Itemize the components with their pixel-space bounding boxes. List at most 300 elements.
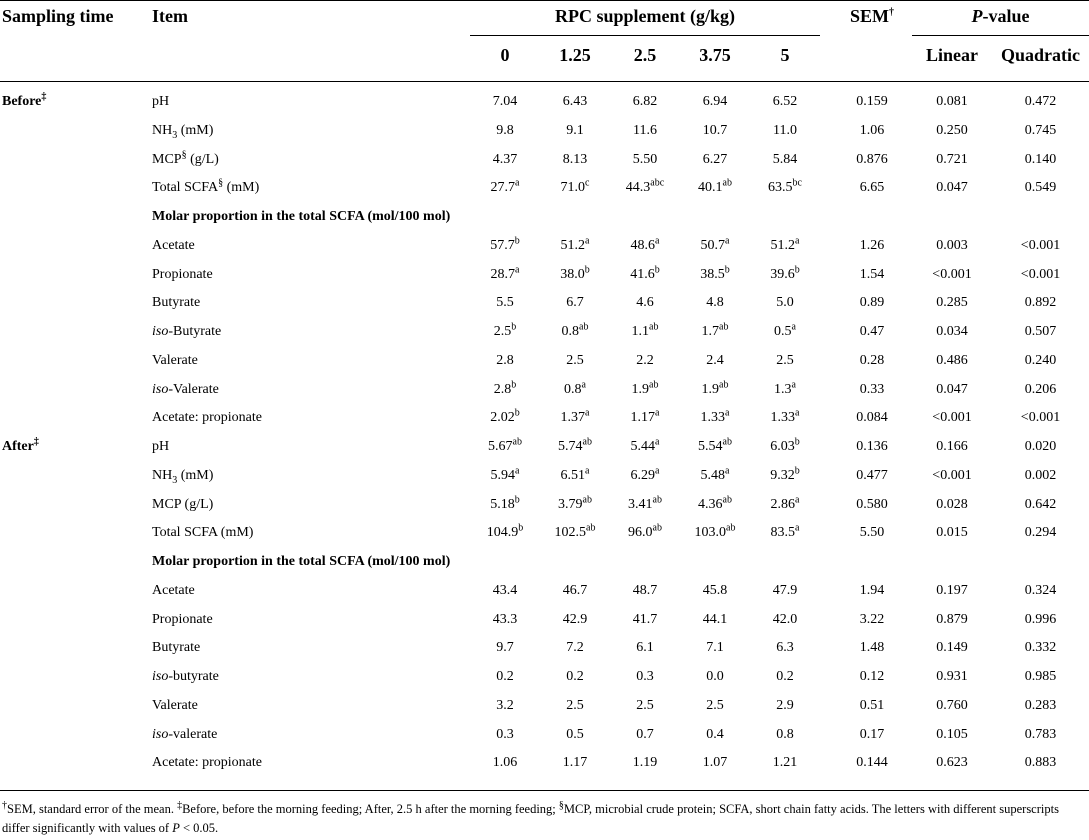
value-cell xyxy=(750,727,820,743)
value-cell xyxy=(540,235,610,254)
item-label-part: NH xyxy=(152,122,173,138)
value-cell xyxy=(610,177,680,196)
item-label xyxy=(152,439,169,455)
value-superscript: b xyxy=(511,378,517,390)
value-cell xyxy=(610,640,680,656)
value-number: 51.2 xyxy=(770,237,796,253)
value-cell xyxy=(470,152,540,168)
sampling-time-text: Before xyxy=(2,94,42,109)
value-cell xyxy=(680,295,750,311)
value-number: 2.5 xyxy=(566,352,584,368)
sampling-time-mark: ‡ xyxy=(41,91,47,103)
value-superscript: a xyxy=(581,378,586,390)
value-cell xyxy=(470,755,540,771)
sem-cell: 0.33 xyxy=(859,381,885,397)
pvalue-linear-cell: 0.931 xyxy=(936,669,968,684)
value-cell xyxy=(680,612,750,628)
value-number: 48.6 xyxy=(630,237,656,253)
item-label-part: -butyrate xyxy=(168,669,219,684)
pvalue-linear-cell: 0.623 xyxy=(936,755,968,771)
sem-cell: 5.50 xyxy=(859,525,885,541)
value-number: 6.7 xyxy=(566,295,584,311)
value-cell xyxy=(470,698,540,714)
value-superscript: a xyxy=(795,522,800,534)
value-cell xyxy=(470,669,540,685)
item-label-part: NH xyxy=(152,467,173,483)
sem-cell: 0.159 xyxy=(856,94,888,109)
sampling-time-label xyxy=(2,91,47,110)
value-superscript: a xyxy=(515,263,520,275)
value-number: 1.37 xyxy=(560,410,586,426)
value-superscript: c xyxy=(585,177,590,189)
value-number: 1.33 xyxy=(700,410,726,426)
value-cell xyxy=(680,123,750,139)
value-number: 1.9 xyxy=(631,381,650,397)
pvalue-linear-cell: 0.047 xyxy=(936,180,968,196)
header-level-2: 2.5 xyxy=(633,45,657,65)
value-number: 103.0 xyxy=(694,525,727,541)
value-cell xyxy=(680,321,750,340)
sem-cell: 0.51 xyxy=(859,697,885,713)
sampling-time-text: After xyxy=(2,439,34,454)
item-label xyxy=(152,669,219,685)
value-cell xyxy=(610,698,680,714)
value-cell xyxy=(680,407,750,426)
value-number: 2.5 xyxy=(706,697,724,713)
value-cell xyxy=(470,436,540,455)
value-superscript: ab xyxy=(652,493,662,505)
value-cell xyxy=(680,727,750,743)
value-number: 48.7 xyxy=(632,582,658,598)
value-number: 5.74 xyxy=(558,439,583,454)
sem-cell: 0.477 xyxy=(856,467,888,483)
value-number: 9.8 xyxy=(496,122,514,138)
pvalue-quadratic-cell: 0.996 xyxy=(1024,611,1057,627)
value-superscript: a xyxy=(791,378,796,390)
value-superscript: ab xyxy=(652,522,662,534)
value-cell xyxy=(470,727,540,743)
value-superscript: ab xyxy=(722,177,732,189)
item-label-part: iso xyxy=(152,669,169,684)
value-number: 2.4 xyxy=(706,352,724,368)
item-label-part: iso xyxy=(152,381,169,397)
value-number: 43.3 xyxy=(492,611,518,627)
pvalue-quadratic-cell: 0.783 xyxy=(1024,726,1057,742)
value-cell xyxy=(540,698,610,714)
value-number: 1.17 xyxy=(630,410,656,426)
value-number: 4.36 xyxy=(698,496,723,512)
value-number: 0.0 xyxy=(706,669,724,684)
value-superscript: a xyxy=(655,436,660,448)
value-number: 1.7 xyxy=(701,324,720,339)
value-cell xyxy=(750,436,820,455)
value-number: 5.5 xyxy=(496,295,514,311)
value-cell xyxy=(750,123,820,139)
value-number: 44.3 xyxy=(625,180,651,196)
header-sem-label: SEM xyxy=(849,6,889,26)
value-number: 41.6 xyxy=(630,266,655,282)
item-label xyxy=(152,238,195,254)
footnote-part: † xyxy=(2,799,7,811)
pvalue-quadratic-cell: 0.020 xyxy=(1024,439,1057,454)
pvalue-quadratic-cell: 0.140 xyxy=(1024,151,1057,167)
item-label xyxy=(152,382,219,398)
pvalue-linear-cell: 0.015 xyxy=(936,525,968,541)
value-cell xyxy=(540,583,610,599)
footnote-part: ‡ xyxy=(177,799,183,811)
pvalue-quadratic-cell: 0.294 xyxy=(1024,525,1057,541)
value-superscript: a xyxy=(515,177,520,189)
item-label-part: 3 xyxy=(172,474,178,486)
value-number: 4.8 xyxy=(706,295,724,311)
value-cell xyxy=(610,353,680,369)
value-number: 2.02 xyxy=(490,410,515,426)
item-label-part: Acetate xyxy=(152,582,195,598)
value-number: 51.2 xyxy=(560,237,586,253)
value-number: 5.44 xyxy=(630,439,656,454)
value-cell xyxy=(680,436,750,455)
sem-cell: 0.17 xyxy=(859,726,885,742)
value-cell xyxy=(540,407,610,426)
value-cell xyxy=(680,378,750,398)
value-superscript: ab xyxy=(722,436,732,448)
item-label-part: Butyrate xyxy=(152,640,201,656)
pvalue-linear-cell: 0.197 xyxy=(936,582,968,598)
pvalue-quadratic-cell: 0.883 xyxy=(1024,755,1057,771)
item-label-part: § xyxy=(218,177,224,189)
value-number: 4.6 xyxy=(636,295,654,311)
value-number: 104.9 xyxy=(486,525,519,541)
value-number: 5.50 xyxy=(632,151,658,167)
value-number: 6.82 xyxy=(632,94,658,109)
value-cell xyxy=(470,123,540,139)
item-label-part: -Butyrate xyxy=(168,324,222,339)
item-label xyxy=(152,497,213,513)
value-cell xyxy=(750,755,820,771)
pvalue-linear-cell: 0.034 xyxy=(936,324,968,339)
value-number: 5.0 xyxy=(776,295,794,311)
value-superscript: ab xyxy=(586,522,596,534)
pvalue-linear-cell: 0.250 xyxy=(936,122,968,138)
value-number: 1.06 xyxy=(492,755,518,771)
value-number: 6.43 xyxy=(562,94,588,109)
value-number: 11.6 xyxy=(633,122,657,138)
value-number: 5.48 xyxy=(700,467,726,483)
footnote-part: § xyxy=(558,799,564,811)
section-heading: Molar proportion in the total SCFA (mol/100 mol) xyxy=(152,209,451,224)
value-superscript: b xyxy=(518,522,524,534)
item-label-part: (mM) xyxy=(177,467,214,483)
item-label-part: § xyxy=(181,148,187,160)
value-number: 42.0 xyxy=(772,611,798,627)
value-number: 5.67 xyxy=(488,439,513,454)
header-level-0: 0 xyxy=(500,45,510,65)
pvalue-quadratic-cell: <0.001 xyxy=(1020,266,1061,282)
value-number: 3.2 xyxy=(496,697,514,713)
section-heading: Molar proportion in the total SCFA (mol/100 mol) xyxy=(152,554,451,569)
value-number: 6.1 xyxy=(636,640,654,656)
value-number: 6.3 xyxy=(776,640,794,656)
footnote-part: < 0.05. xyxy=(179,821,219,835)
value-superscript: b xyxy=(584,263,590,275)
value-cell xyxy=(750,295,820,311)
value-superscript: a xyxy=(795,407,800,419)
item-label-part: MCP (g/L) xyxy=(152,496,214,512)
pvalue-quadratic-cell: 0.745 xyxy=(1024,122,1057,138)
value-cell xyxy=(680,353,750,369)
pvalue-linear-cell: <0.001 xyxy=(932,266,972,282)
value-cell xyxy=(680,177,750,196)
value-number: 27.7 xyxy=(490,180,516,196)
value-number: 10.7 xyxy=(702,122,728,138)
pvalue-linear-cell: 0.003 xyxy=(936,237,968,253)
value-number: 1.07 xyxy=(702,755,728,771)
value-cell xyxy=(540,152,610,168)
item-label xyxy=(152,698,198,714)
value-number: 44.1 xyxy=(702,611,728,627)
sem-cell: 1.94 xyxy=(859,582,885,598)
sem-cell: 0.144 xyxy=(856,755,888,771)
value-number: 71.0 xyxy=(560,180,586,196)
value-cell xyxy=(470,321,540,340)
pvalue-quadratic-cell: <0.001 xyxy=(1020,410,1061,426)
value-number: 6.52 xyxy=(772,94,798,109)
value-cell xyxy=(470,407,540,426)
item-label xyxy=(152,94,169,110)
value-cell xyxy=(610,321,680,340)
value-cell xyxy=(540,522,610,541)
value-cell xyxy=(610,436,680,455)
value-superscript: a xyxy=(585,407,590,419)
value-number: 7.04 xyxy=(492,94,518,109)
value-superscript: ab xyxy=(649,321,659,333)
value-number: 0.2 xyxy=(776,669,794,684)
item-label-part: -valerate xyxy=(168,726,218,742)
pvalue-quadratic-cell: 0.002 xyxy=(1024,467,1057,483)
item-label-part: iso xyxy=(152,726,169,742)
value-superscript: ab xyxy=(512,436,522,448)
header-sem-mark: † xyxy=(889,7,894,18)
value-cell xyxy=(470,263,540,283)
sem-cell: 3.22 xyxy=(859,611,885,627)
value-number: 9.7 xyxy=(496,640,514,656)
value-cell xyxy=(540,263,610,283)
value-cell xyxy=(750,407,820,426)
value-number: 40.1 xyxy=(698,180,723,196)
value-cell xyxy=(470,612,540,628)
value-cell xyxy=(540,755,610,771)
pvalue-linear-cell: 0.081 xyxy=(936,94,968,109)
value-cell xyxy=(470,353,540,369)
value-cell xyxy=(540,640,610,656)
value-superscript: abc xyxy=(650,177,665,189)
value-number: 7.2 xyxy=(566,640,584,656)
rpc-header-rule xyxy=(470,35,820,36)
pvalue-quadratic-cell: 0.642 xyxy=(1024,496,1057,512)
header-sem xyxy=(832,6,912,27)
value-superscript: a xyxy=(585,235,590,247)
value-superscript: ab xyxy=(726,522,736,534)
item-label xyxy=(152,410,262,426)
value-cell xyxy=(750,669,820,685)
pvalue-quadratic-cell: 0.549 xyxy=(1024,180,1057,196)
value-cell xyxy=(610,465,680,484)
value-superscript: b xyxy=(511,321,517,333)
sem-cell: 0.084 xyxy=(856,410,888,426)
value-number: 0.5 xyxy=(566,726,584,742)
value-number: 1.19 xyxy=(632,755,658,771)
value-cell xyxy=(540,612,610,628)
value-cell xyxy=(680,755,750,771)
value-cell xyxy=(470,235,540,254)
item-label-part: (g/L) xyxy=(186,151,219,167)
value-number: 1.33 xyxy=(770,410,796,426)
value-superscript: a xyxy=(655,235,660,247)
footnote-part: Before, before the morning feeding; After, 2.5 h after the morning feeding; xyxy=(182,802,559,816)
value-superscript: a xyxy=(795,493,800,505)
value-superscript: ab xyxy=(579,321,589,333)
value-number: 5.18 xyxy=(490,496,515,512)
value-cell xyxy=(750,235,820,254)
value-cell xyxy=(610,583,680,599)
header-sampling-time: Sampling time xyxy=(2,6,114,26)
value-cell xyxy=(470,94,540,110)
header-level-1: 1.25 xyxy=(559,45,591,65)
value-cell xyxy=(470,295,540,311)
value-cell xyxy=(750,583,820,599)
header-level-3: 3.75 xyxy=(699,45,731,65)
value-number: 2.5 xyxy=(566,697,584,713)
value-superscript: a xyxy=(655,407,660,419)
value-cell xyxy=(610,378,680,398)
pvalue-linear-cell: <0.001 xyxy=(932,467,972,483)
sampling-time-label xyxy=(2,436,39,455)
header-level-4: 5 xyxy=(780,45,790,65)
item-label xyxy=(152,267,213,283)
pvalue-linear-cell: 0.028 xyxy=(936,496,968,512)
value-number: 1.21 xyxy=(772,755,798,771)
pvalue-linear-cell: 0.760 xyxy=(936,697,968,713)
value-superscript: a xyxy=(655,465,660,477)
value-cell xyxy=(540,378,610,398)
sem-cell: 0.28 xyxy=(859,352,885,368)
value-superscript: b xyxy=(724,263,730,275)
value-superscript: ab xyxy=(722,493,732,505)
value-number: 63.5 xyxy=(768,180,793,196)
header-rpc-supplement: RPC supplement (g/kg) xyxy=(554,6,735,26)
item-label-part: Acetate xyxy=(152,237,195,253)
pvalue-quadratic-cell: 0.472 xyxy=(1024,94,1057,109)
item-label-part: Acetate: propionate xyxy=(152,410,263,426)
value-cell xyxy=(470,378,540,398)
value-cell xyxy=(750,94,820,110)
value-cell xyxy=(750,152,820,168)
pvalue-linear-cell: 0.105 xyxy=(936,726,968,742)
item-label xyxy=(152,583,195,599)
table-footnote xyxy=(2,800,1082,838)
item-label-part: Valerate xyxy=(152,697,198,713)
value-number: 5.54 xyxy=(698,439,723,454)
item-label-part: Valerate xyxy=(152,352,198,368)
item-label xyxy=(152,324,221,340)
value-number: 46.7 xyxy=(562,582,588,598)
value-superscript: a xyxy=(515,465,520,477)
header-quadratic: Quadratic xyxy=(1001,45,1080,65)
value-number: 2.5 xyxy=(493,324,512,339)
pvalue-linear-cell: <0.001 xyxy=(932,410,972,426)
sem-cell: 0.876 xyxy=(856,151,888,167)
item-label-part: Propionate xyxy=(152,611,213,627)
value-number: 43.4 xyxy=(492,582,518,598)
value-number: 38.5 xyxy=(700,266,725,282)
value-number: 45.8 xyxy=(702,582,728,598)
item-label-part: iso xyxy=(152,324,169,339)
value-number: 57.7 xyxy=(490,237,515,253)
header-item: Item xyxy=(152,6,188,26)
value-cell xyxy=(750,465,820,484)
header-pvalue-p: P xyxy=(971,6,983,26)
value-cell xyxy=(540,669,610,685)
value-cell xyxy=(470,177,540,196)
value-cell xyxy=(610,755,680,771)
sem-cell: 0.47 xyxy=(859,324,885,339)
value-cell xyxy=(540,94,610,110)
value-cell xyxy=(610,522,680,541)
value-cell xyxy=(540,321,610,340)
sem-cell: 0.580 xyxy=(856,496,888,512)
value-cell xyxy=(610,152,680,168)
value-number: 4.37 xyxy=(492,151,518,167)
value-number: 3.41 xyxy=(628,496,653,512)
value-cell xyxy=(470,493,540,513)
footnote-part: MCP, microbial crude protein; SCFA, short chain fatty acids. The letters with different superscripts differ significantly with values of xyxy=(2,802,1059,835)
value-number: 83.5 xyxy=(770,525,796,541)
value-number: 8.13 xyxy=(562,151,588,167)
value-superscript: bc xyxy=(792,177,802,189)
value-cell xyxy=(750,640,820,656)
value-superscript: b xyxy=(514,407,520,419)
value-superscript: b xyxy=(794,436,800,448)
value-cell xyxy=(680,493,750,513)
value-cell xyxy=(540,295,610,311)
pvalue-quadratic-cell: 0.283 xyxy=(1024,697,1057,713)
value-cell xyxy=(750,493,820,513)
value-cell xyxy=(540,465,610,484)
pvalue-linear-cell: 0.166 xyxy=(936,439,968,454)
item-label-part: Total SCFA (mM) xyxy=(152,525,254,541)
value-number: 39.6 xyxy=(770,266,795,282)
pvalue-quadratic-cell: <0.001 xyxy=(1020,237,1061,253)
item-label-part: MCP xyxy=(152,151,182,167)
value-superscript: a xyxy=(791,321,796,333)
value-cell xyxy=(610,727,680,743)
pvalue-linear-cell: 0.879 xyxy=(936,611,968,627)
sem-cell: 1.48 xyxy=(859,640,885,656)
value-cell xyxy=(680,465,750,484)
pvalue-quadratic-cell: 0.985 xyxy=(1024,669,1057,684)
item-label-part: (mM) xyxy=(223,180,260,196)
value-number: 2.8 xyxy=(496,352,514,368)
value-number: 2.5 xyxy=(776,352,794,368)
item-label-part: Acetate: propionate xyxy=(152,755,263,771)
item-label-part: pH xyxy=(152,439,170,454)
sem-cell: 6.65 xyxy=(859,180,885,196)
item-label xyxy=(152,468,213,484)
header-pvalue xyxy=(912,6,1089,27)
pvalue-quadratic-cell: 0.892 xyxy=(1024,295,1057,311)
value-number: 1.9 xyxy=(701,381,720,397)
pvalue-quadratic-cell: 0.240 xyxy=(1024,352,1057,368)
